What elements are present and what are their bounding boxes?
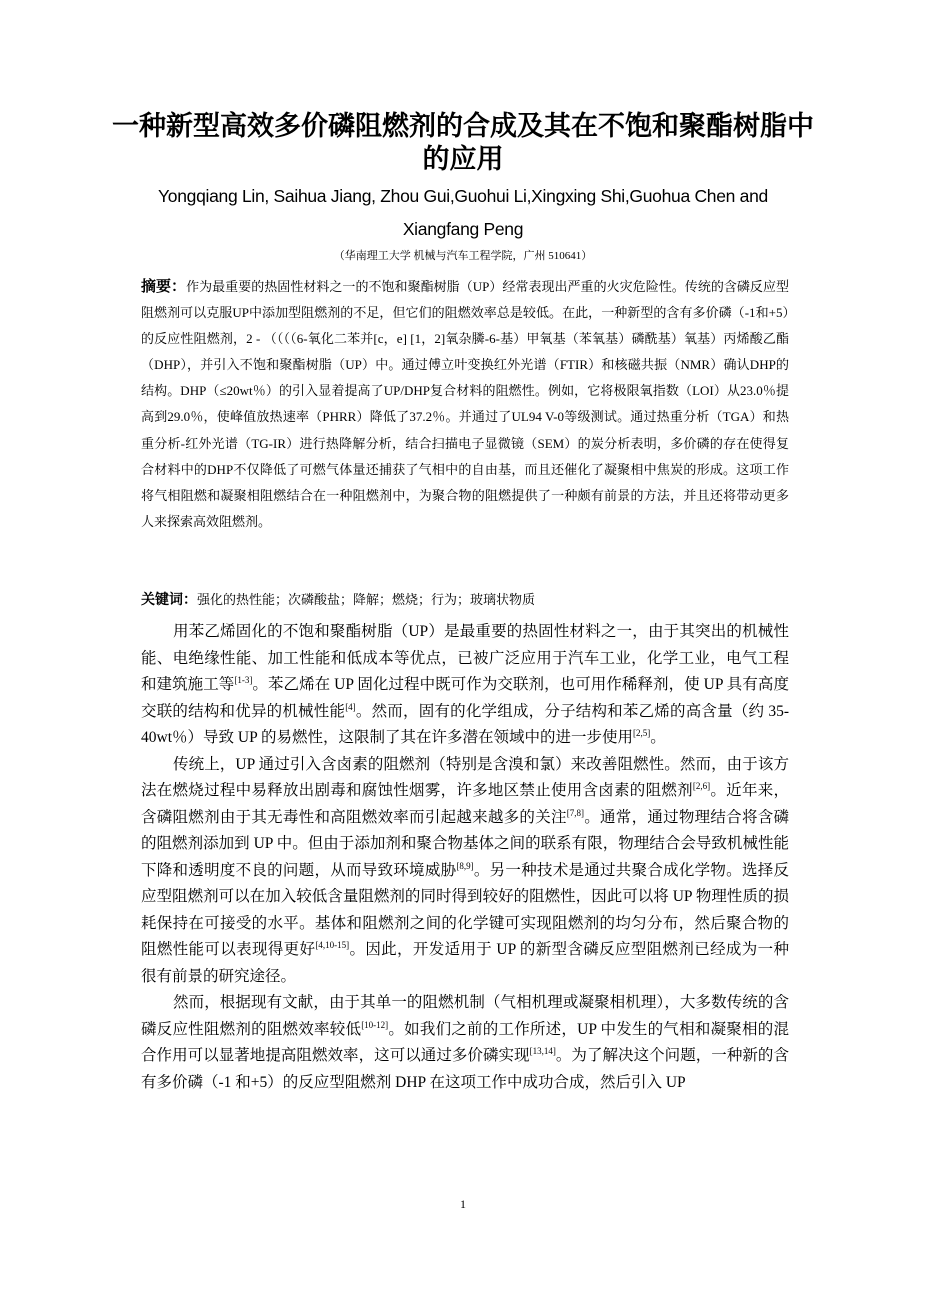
page-number: 1 xyxy=(460,1197,466,1211)
paragraph-1 xyxy=(141,619,789,752)
keywords-label: 关键词： xyxy=(141,592,197,608)
citation: [13,14] xyxy=(529,1046,556,1056)
body-text xyxy=(141,619,789,1096)
abstract-text: 作为最重要的热固性材料之一的不饱和聚酯树脂（UP）经常表现出严重的火灾危险性。传统的含磷反应型阻燃剂可以克服UP中添加型阻燃剂的不足，但它们的阻燃效率总是较低。在此，一种新型的含有多价磷（-1和+5）的反应性阻燃剂，2 - （（（（6-氧化二苯并[c，e] [1，2]氧杂膦-6-基）甲氧基（苯氧基）磷酰基）氧基）丙烯酸乙酯（DHP），并引入不饱和聚酯树脂（UP）中。通过傅立叶变换红外光谱（FTIR）和核磁共振（NMR）确认DHP的结构。DHP（≤20wt％）的引入显着提高了UP/DHP复合材料的阻燃性。例如，它将极限氧指数（LOI）从23.0％提高到29.0％，使峰值放热速率（PHRR）降低了37.2％。并通过了UL94 V-0等级测试。通过热重分析（TGA）和热重分析-红外光谱（TG-IR）进行热降解分析，结合扫描电子显微镜（SEM）的炭分析表明，多价磷的存在使得复合材料中的DHP不仅降低了可燃气体量还捕获了气相中的自由基，而且还催化了凝聚相中焦炭的形成。这项工作将气相阻燃和凝聚相阻燃结合在一种阻燃剂中，为聚合物的阻燃提供了一种颇有前景的方法，并且还将带动更多人来探索高效阻燃剂。 xyxy=(141,279,789,529)
citation: [4] xyxy=(345,701,356,712)
citation: [2,5] xyxy=(633,728,651,738)
citation: [10-12] xyxy=(361,1019,389,1030)
abstract-label: 摘要： xyxy=(141,277,187,295)
author-list: Yongqiang Lin, Saihua Jiang, Zhou Gui,Guohui Li,Xingxing Shi,Guohua Chen and Xiangfang Peng xyxy=(158,186,768,239)
citation: [8,9] xyxy=(456,860,474,871)
affiliation: （华南理工大学 机械与汽车工程学院，广州 510641） xyxy=(333,250,593,262)
citation: [1-3] xyxy=(234,675,253,685)
abstract xyxy=(141,273,789,535)
keywords xyxy=(141,588,789,612)
paragraph-text: 然而，根据现有文献，由于其单一的阻燃机制（气相机理或凝聚相机理），大多数传统的含磷反应性阻燃剂的阻燃效率较低 xyxy=(141,994,789,1038)
paragraph-text: 。如我们之前的工作所述，UP 中发生的气相和凝聚相的混合作用可以显著地提高阻燃效率，这可以通过多价磷实现 xyxy=(141,1020,789,1064)
citation: [7,8] xyxy=(566,807,584,818)
paragraph-2 xyxy=(141,752,789,991)
paragraph-text: 。因此，开发适用于 UP 的新型含磷反应型阻燃剂已经成为一种很有前景的研究途径。 xyxy=(141,941,789,985)
paragraph-3 xyxy=(141,990,789,1096)
paragraph-text: 传统上，UP 通过引入含卤素的阻燃剂（特别是含溴和氯）来改善阻燃性。然而，由于该方法在燃烧过程中易释放出剧毒和腐蚀性烟雾，许多地区禁止使用含卤素的阻燃剂 xyxy=(141,755,789,799)
paragraph-text: 。然而，固有的化学组成，分子结构和苯乙烯的高含量（约 35-40wt％）导致 UP 的易燃性，这限制了其在许多潜在领域中的进一步使用 xyxy=(141,702,789,746)
paragraph-text: 。另一种技术是通过共聚合成化学物。选择反应型阻燃剂可以在加入较低含量阻燃剂的同时得到较好的阻燃性，因此可以将 UP 物理性质的损耗保持在可接受的水平。基体和阻燃剂之间的化学键可实现阻燃剂的均匀分布，然后聚合物的阻燃性能可以表现得更好 xyxy=(141,861,789,958)
paragraph-text: 。为了解决这个问题，一种新的含有多价磷（-1 和+5）的反应型阻燃剂 DHP 在这项工作中成功合成，然后引入 UP xyxy=(141,1047,789,1091)
paragraph-text: 用苯乙烯固化的不饱和聚酯树脂（UP）是最重要的热固性材料之一，由于其突出的机械性能、电绝缘性能、加工性能和低成本等优点，已被广泛应用于汽车工业，化学工业，电气工程和建筑施工等 xyxy=(141,623,789,693)
keywords-text: 强化的热性能；次磷酸盐；降解；燃烧；行为；玻璃状物质 xyxy=(197,592,536,607)
citation: [4,10-15] xyxy=(315,940,350,950)
citation: [2,6] xyxy=(692,781,711,791)
paper-title: 一种新型高效多价磷阻燃剂的合成及其在不饱和聚酯树脂中的应用 xyxy=(112,111,814,175)
paragraph-text: 。 xyxy=(650,729,666,746)
paragraph-text: 。苯乙烯在 UP 固化过程中既可作为交联剂，也可用作稀释剂，使 UP 具有高度交联的结构和优异的机械性能 xyxy=(141,676,789,720)
paragraph-text: 。近年来，含磷阻燃剂由于其无毒性和高阻燃效率而引起越来越多的关注 xyxy=(141,782,789,826)
paragraph-text: 。通常，通过物理结合将含磷的阻燃剂添加到 UP 中。但由于添加剂和聚合物基体之间的联系有限，物理结合会导致机械性能下降和透明度不良的问题，从而导致环境威胁 xyxy=(141,808,789,879)
